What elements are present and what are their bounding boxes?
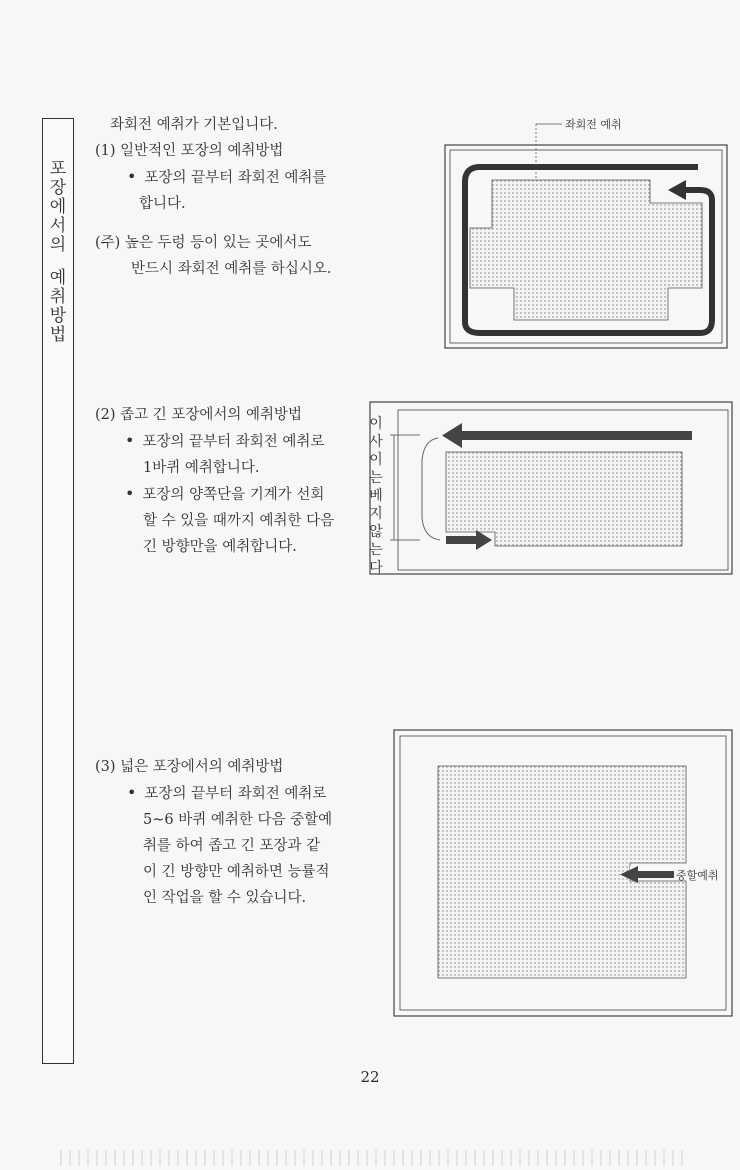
fig2-vertical-label	[369, 415, 383, 576]
sidebar-char: 예	[49, 268, 67, 288]
fig2-turn-line	[422, 438, 440, 540]
sidebar-char: 법	[49, 325, 67, 345]
fig1-label: 좌회전 예취	[565, 118, 622, 131]
section1-text	[110, 112, 278, 138]
fig2-left-arrow-icon	[442, 423, 462, 448]
sidebar-char: 의	[49, 235, 67, 255]
sidebar-char: 포	[49, 159, 67, 179]
scan-artifact-bar	[60, 1150, 690, 1166]
s2-bullet2-line3: 긴 방향만을 예취합니다.	[143, 539, 297, 555]
fig2-top-arrow-shaft	[460, 431, 692, 440]
intro-line: 좌회전 예취가 기본입니다.	[110, 117, 278, 133]
page-number: 22	[360, 1068, 380, 1086]
fig2-label-char: 이	[369, 416, 383, 432]
section2-body	[95, 402, 334, 560]
s3-bullet-line3: 취를 하여 좁고 긴 포장과 같	[143, 838, 321, 854]
s1-bullet-line2: 합니다.	[139, 196, 186, 212]
s2-bullet1-line2: 1바퀴 예취합니다.	[143, 460, 260, 476]
fig2-label-char: 사	[369, 434, 383, 450]
fig1-arrow-icon	[668, 180, 686, 200]
sidebar-gap	[42, 255, 74, 269]
s3-bullet-line4: 이 긴 방향만 예취하면 능률적	[143, 864, 330, 880]
s3-heading: (3) 넓은 포장에서의 예취방법	[95, 759, 284, 775]
fig2-label-char: 베	[369, 488, 383, 504]
sidebar-char: 방	[49, 306, 67, 326]
section1-body	[95, 138, 326, 217]
fig1-field-area	[470, 180, 702, 320]
s2-bullet1-line1: • 포장의 끝부터 좌회전 예취로	[95, 428, 334, 455]
s3-bullet-line5: 인 작업을 할 수 있습니다.	[143, 890, 307, 906]
figure-narrow-field	[360, 400, 736, 580]
s3-bullet-line1: • 포장의 끝부터 좌회전 예취로	[95, 780, 332, 807]
fig2-label-char: 는	[369, 542, 383, 558]
s3-bullet-line2: 5~6 바퀴 예취한 다음 중할예	[143, 812, 333, 828]
s2-heading: (2) 좁고 긴 포장에서의 예취방법	[95, 407, 303, 423]
section3-body	[95, 754, 332, 911]
sidebar-char: 서	[49, 216, 67, 236]
note-line1: (주) 높은 두렁 등이 있는 곳에서도	[95, 235, 312, 251]
fig2-label-char: 이	[369, 452, 383, 468]
s2-bullet2-line2: 할 수 있을 때까지 예취한 다음	[143, 513, 335, 529]
figure-left-turn-harvest	[440, 108, 732, 352]
sidebar-char: 에	[49, 197, 67, 217]
fig3-label: 중할예취	[676, 869, 719, 882]
s1-heading: (1) 일반적인 포장의 예취방법	[95, 143, 284, 159]
figure-wide-field	[390, 726, 736, 1020]
sidebar-char: 취	[49, 287, 67, 307]
s1-bullet-line1: • 포장의 끝부터 좌회전 예취를	[95, 164, 326, 191]
fig2-label-char: 는	[369, 470, 383, 486]
sidebar-char: 장	[49, 178, 67, 198]
fig2-field-area	[446, 452, 682, 546]
fig2-label-char: 않	[369, 524, 383, 540]
s2-bullet2-line1: • 포장의 양쪽단을 기계가 선회	[95, 481, 334, 508]
note-line2: 반드시 좌회전 예취를 하십시오.	[131, 261, 332, 277]
fig3-arrow-shaft	[636, 871, 674, 878]
fig2-label-char: 다	[369, 560, 383, 576]
sidebar-title	[42, 160, 74, 345]
fig2-right-arrow-icon	[476, 530, 492, 550]
fig2-label-char: 지	[369, 506, 383, 522]
note-text	[95, 230, 332, 282]
